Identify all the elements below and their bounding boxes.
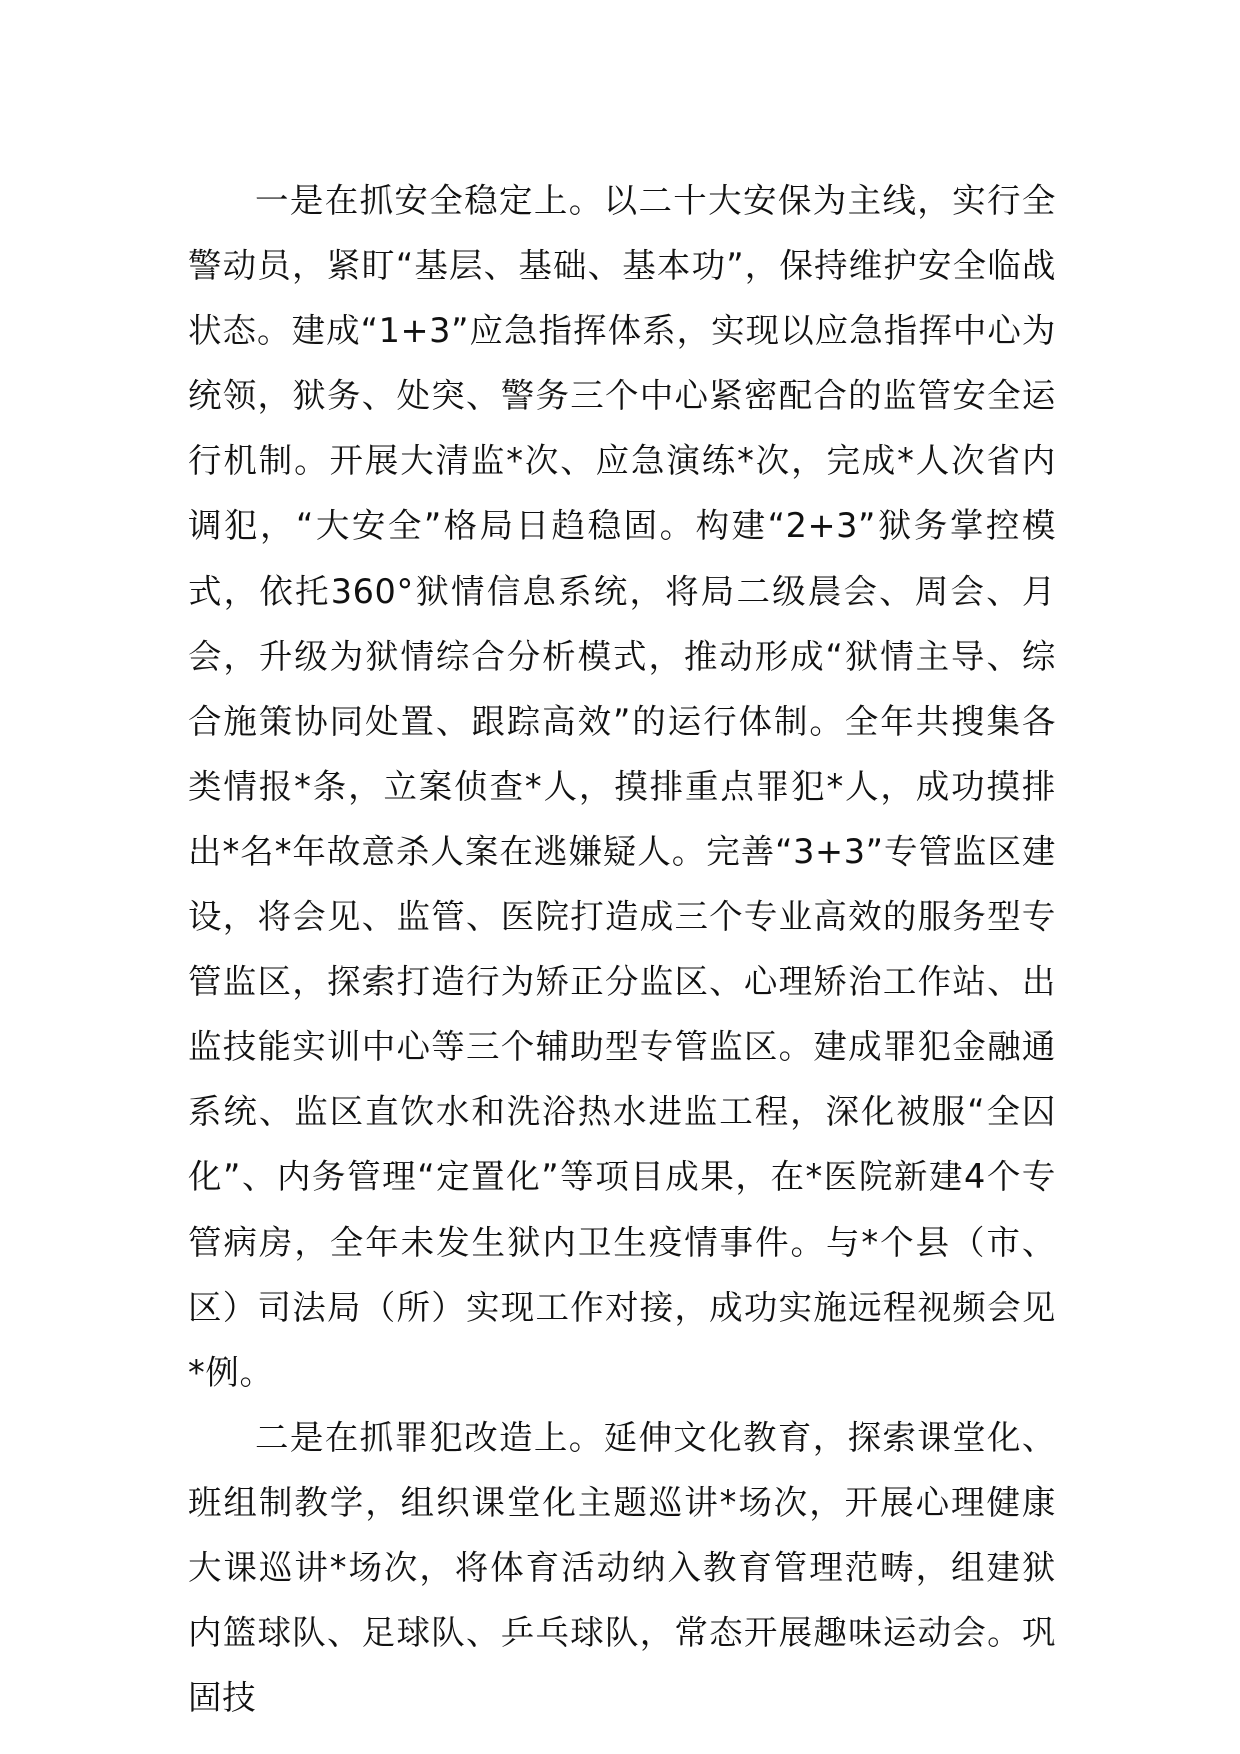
- document-body: [188, 168, 1056, 1730]
- paragraph-criminal-reform: 二是在抓罪犯改造上。延伸文化教育，探索课堂化、班组制教学，组织课堂化主题巡讲*场次，开展心理健康大课巡讲*场次，将体育活动纳入教育管理范畴，组建狱内篮球队、足球队、乒乓球队，常态开展趣味运动会。巩固技: [188, 1417, 1056, 1718]
- paragraph-security-stability: 一是在抓安全稳定上。以二十大安保为主线，实行全警动员，紧盯“基层、基础、基本功”，保持维护安全临战状态。建成“1+3”应急指挥体系，实现以应急指挥中心为统领，狱务、处突、警务三个中心紧密配合的监管安全运行机制。开展大清监*次、应急演练*次，完成*人次省内调犯，“大安全”格局日趋稳固。构建“2+3”狱务掌控模式，依托360°狱情信息系统，将局二级晨会、周会、月会，升级为狱情综合分析模式，推动形成“狱情主导、综合施策协同处置、跟踪高效”的运行体制。全年共搜集各类情报*条，立案侦查*人，摸排重点罪犯*人，成功摸排出*名*年故意杀人案在逃嫌疑人。完善“3+3”专管监区建设，将会见、监管、医院打造成三个专业高效的服务型专管监区，探索打造行为矫正分监区、心理矫治工作站、出监技能实训中心等三个辅助型专管监区。建成罪犯金融通系统、监区直饮水和洗浴热水进监工程，深化被服“全囚化”、内务管理“定置化”等项目成果，在*医院新建4个专管病房，全年未发生狱内卫生疫情事件。与*个县（市、区）司法局（所）实现工作对接，成功实施远程视频会见*例。: [188, 181, 1056, 1392]
